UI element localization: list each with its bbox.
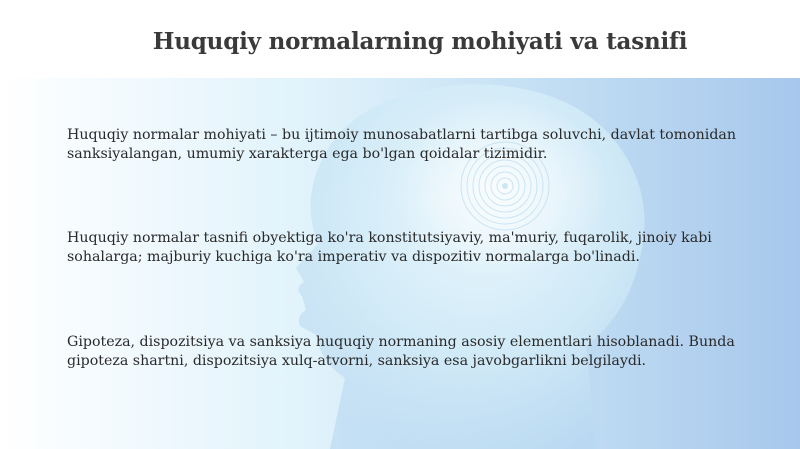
slide-title: Huquqiy normalarning mohiyati va tasnifi <box>152 28 688 55</box>
paragraph-classification: Huquqiy normalar tasnifi obyektiga ko'ra konstitutsiyaviy, ma'muriy, fuqarolik, jinoiy kabi sohalarga; majburiy kuchiga ko'ra imperativ va dispozitiv normalarga bo'linadi. <box>67 230 712 265</box>
paragraph-essence: Huquqiy normalar mohiyati – bu ijtimoiy munosabatlarni tartibga soluvchi, davlat tomonidan sanksiyalangan, umumiy xarakterga ega bo'lgan qoidalar tizimidir. <box>67 127 737 162</box>
paragraph-elements: Gipoteza, dispozitsiya va sanksiya huquqiy normaning asosiy elementlari hisoblanadi. Bunda gipoteza shartni, dispozitsiya xulq-atvorni, sanksiya esa javobgarlikni belgilaydi. <box>67 334 735 369</box>
